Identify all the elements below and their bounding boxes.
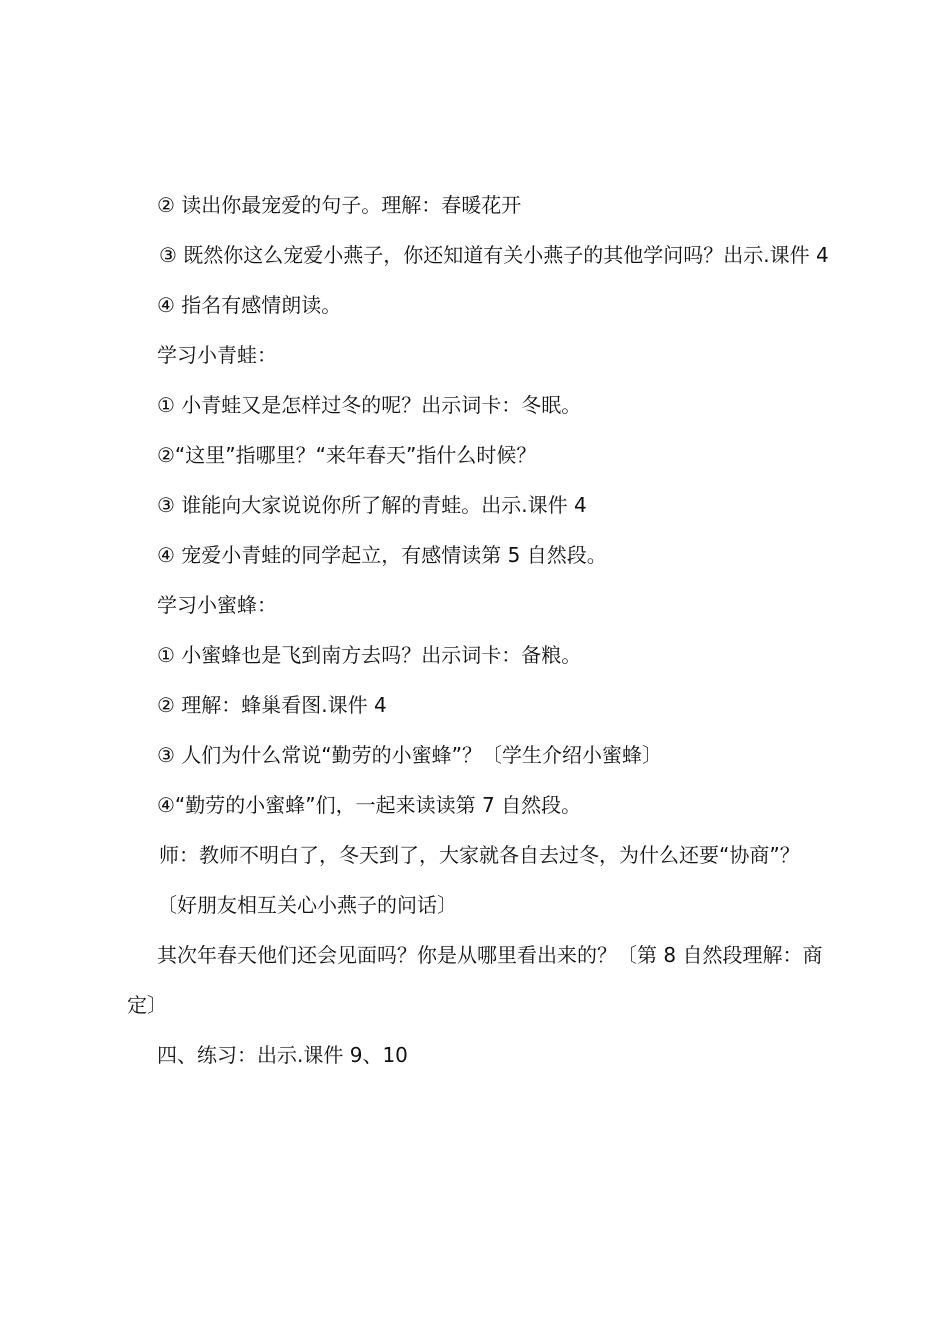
heading-learn-frog: 学习小青蛙： [157,343,277,367]
paragraph-frog-winter: ① 小青蛙又是怎样过冬的呢？出示词卡：冬眠。 [157,393,582,417]
paragraph-diligent-bee: ③ 人们为什么常说“勤劳的小蜜蜂”？〔学生介绍小蜜蜂〕 [157,743,663,767]
paragraph-read-aloud: ④ 指名有感情朗读。 [157,293,342,317]
paragraph-friends-care: 〔好朋友相互关心小燕子的问话〕 [157,893,457,917]
paragraph-beehive-picture: ② 理解：蜂巢看图.课件 4 [157,693,387,717]
paragraph-read-favorite-sentence: ② 读出你最宠爱的句子。理解：春暖花开 [157,193,522,217]
paragraph-frog-knowledge: ③ 谁能向大家说说你所了解的青蛙。出示.课件 4 [157,493,587,517]
paragraph-swallow-knowledge: ③ 既然你这么宠爱小燕子，你还知道有关小燕子的其他学问吗？出示.课件 4 [159,243,829,267]
paragraph-read-seventh-section: ④“勤劳的小蜜蜂”们，一起来读读第 7 自然段。 [157,793,582,817]
paragraph-read-fifth-section: ④ 宠爱小青蛙的同学起立，有感情读第 5 自然段。 [157,543,607,567]
paragraph-teacher-question: 师：教师不明白了，冬天到了，大家就各自去过冬，为什么还要“协商”？ [159,843,800,867]
paragraph-meet-next-spring: 其次年春天他们还会见面吗？你是从哪里看出来的？〔第 8 自然段理解：商定〕 [127,943,823,1017]
heading-learn-bee: 学习小蜜蜂： [157,593,277,617]
heading-exercise: 四、练习：出示.课件 9、10 [157,1043,408,1067]
document-body [127,180,837,1080]
paragraph-bee-south: ① 小蜜蜂也是飞到南方去吗？出示词卡：备粮。 [157,643,582,667]
paragraph-here-and-spring: ②“这里”指哪里？“来年春天”指什么时候？ [157,443,537,467]
